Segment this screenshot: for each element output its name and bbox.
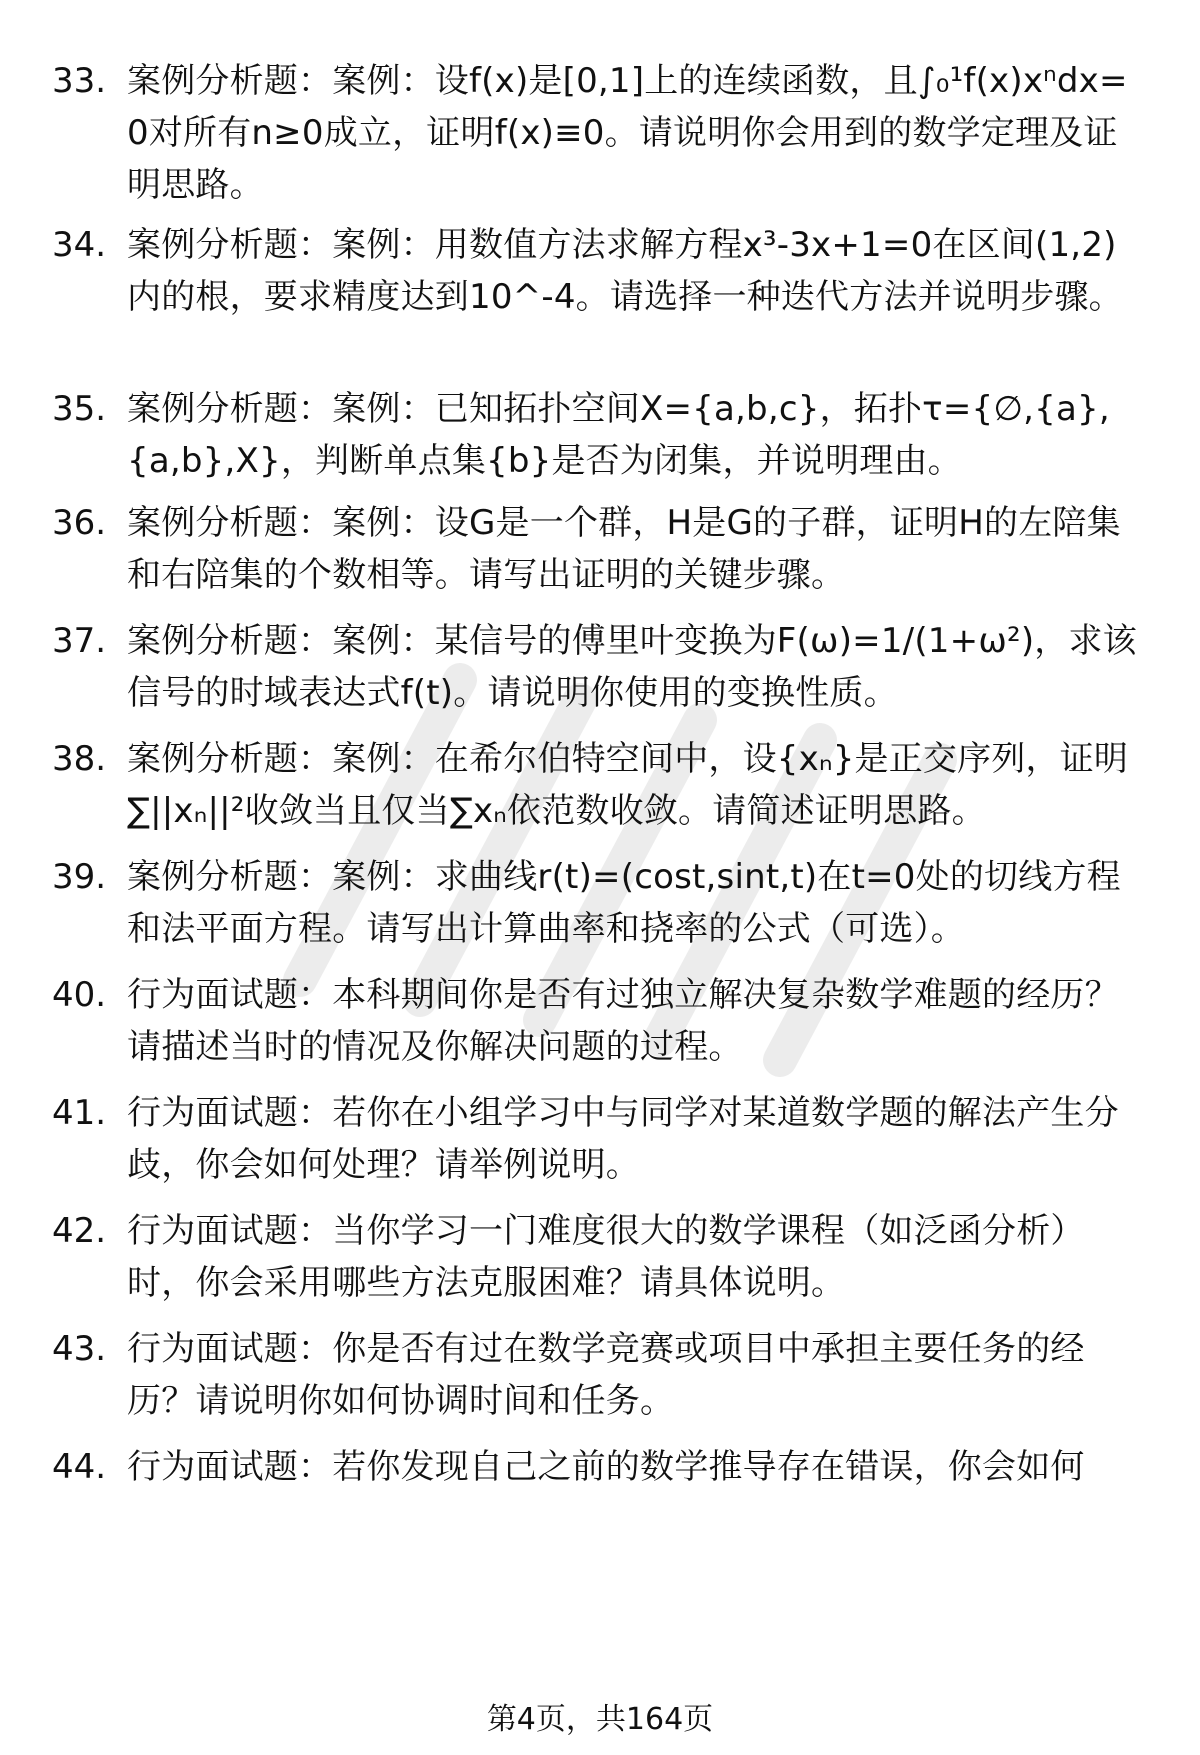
question-text: 案例分析题：案例：已知拓扑空间X={a,b,c}，拓扑τ={∅,{a},{a,b},X}，判断单点集{b}是否为闭集，并说明理由。: [127, 389, 1110, 481]
question-number: 35.: [52, 389, 107, 429]
question-number: 41.: [52, 1093, 107, 1133]
question-number: 34.: [52, 225, 107, 265]
question-number: 42.: [52, 1211, 107, 1251]
question-number: 36.: [52, 503, 107, 543]
question-text: 案例分析题：案例：设f(x)是[0,1]上的连续函数，且∫₀¹f(x)xⁿdx=0对所有n≥0成立，证明f(x)≡0。请说明你会用到的数学定理及证明思路。: [127, 61, 1128, 205]
question-text: 行为面试题：本科期间你是否有过独立解决复杂数学难题的经历？请描述当时的情况及你解决问题的过程。: [127, 975, 1119, 1067]
question-text: 案例分析题：案例：某信号的傅里叶变换为F(ω)=1/(1+ω²)，求该信号的时域表达式f(t)。请说明你使用的变换性质。: [127, 621, 1137, 713]
question-number: 39.: [52, 857, 107, 897]
question-number: 37.: [52, 621, 107, 661]
question-number: 44.: [52, 1447, 107, 1487]
question-text: 行为面试题：若你发现自己之前的数学推导存在错误，你会如何: [127, 1447, 1085, 1487]
question-text: 案例分析题：案例：设G是一个群，H是G的子群，证明H的左陪集和右陪集的个数相等。请写出证明的关键步骤。: [127, 503, 1121, 595]
question-text: 行为面试题：你是否有过在数学竞赛或项目中承担主要任务的经历？请说明你如何协调时间和任务。: [127, 1329, 1085, 1421]
question-text: 行为面试题：当你学习一门难度很大的数学课程（如泛函分析）时，你会采用哪些方法克服困难？请具体说明。: [127, 1211, 1085, 1303]
page-number-footer: 第4页，共164页: [486, 1702, 714, 1737]
question-number: 40.: [52, 975, 107, 1015]
question-text: 案例分析题：案例：求曲线r(t)=(cost,sint,t)在t=0处的切线方程和法平面方程。请写出计算曲率和挠率的公式（可选）。: [127, 857, 1121, 949]
question-number: 43.: [52, 1329, 107, 1369]
question-text: 案例分析题：案例：用数值方法求解方程x³-3x+1=0在区间(1,2)内的根，要求精度达到10^-4。请选择一种迭代方法并说明步骤。: [127, 225, 1123, 317]
question-number: 33.: [52, 61, 107, 101]
question-text: 案例分析题：案例：在希尔伯特空间中，设{xₙ}是正交序列，证明∑||xₙ||²收敛当且仅当∑xₙ依范数收敛。请简述证明思路。: [127, 739, 1129, 831]
question-text: 行为面试题：若你在小组学习中与同学对某道数学题的解法产生分歧，你会如何处理？请举例说明。: [127, 1093, 1119, 1185]
question-number: 38.: [52, 739, 107, 779]
